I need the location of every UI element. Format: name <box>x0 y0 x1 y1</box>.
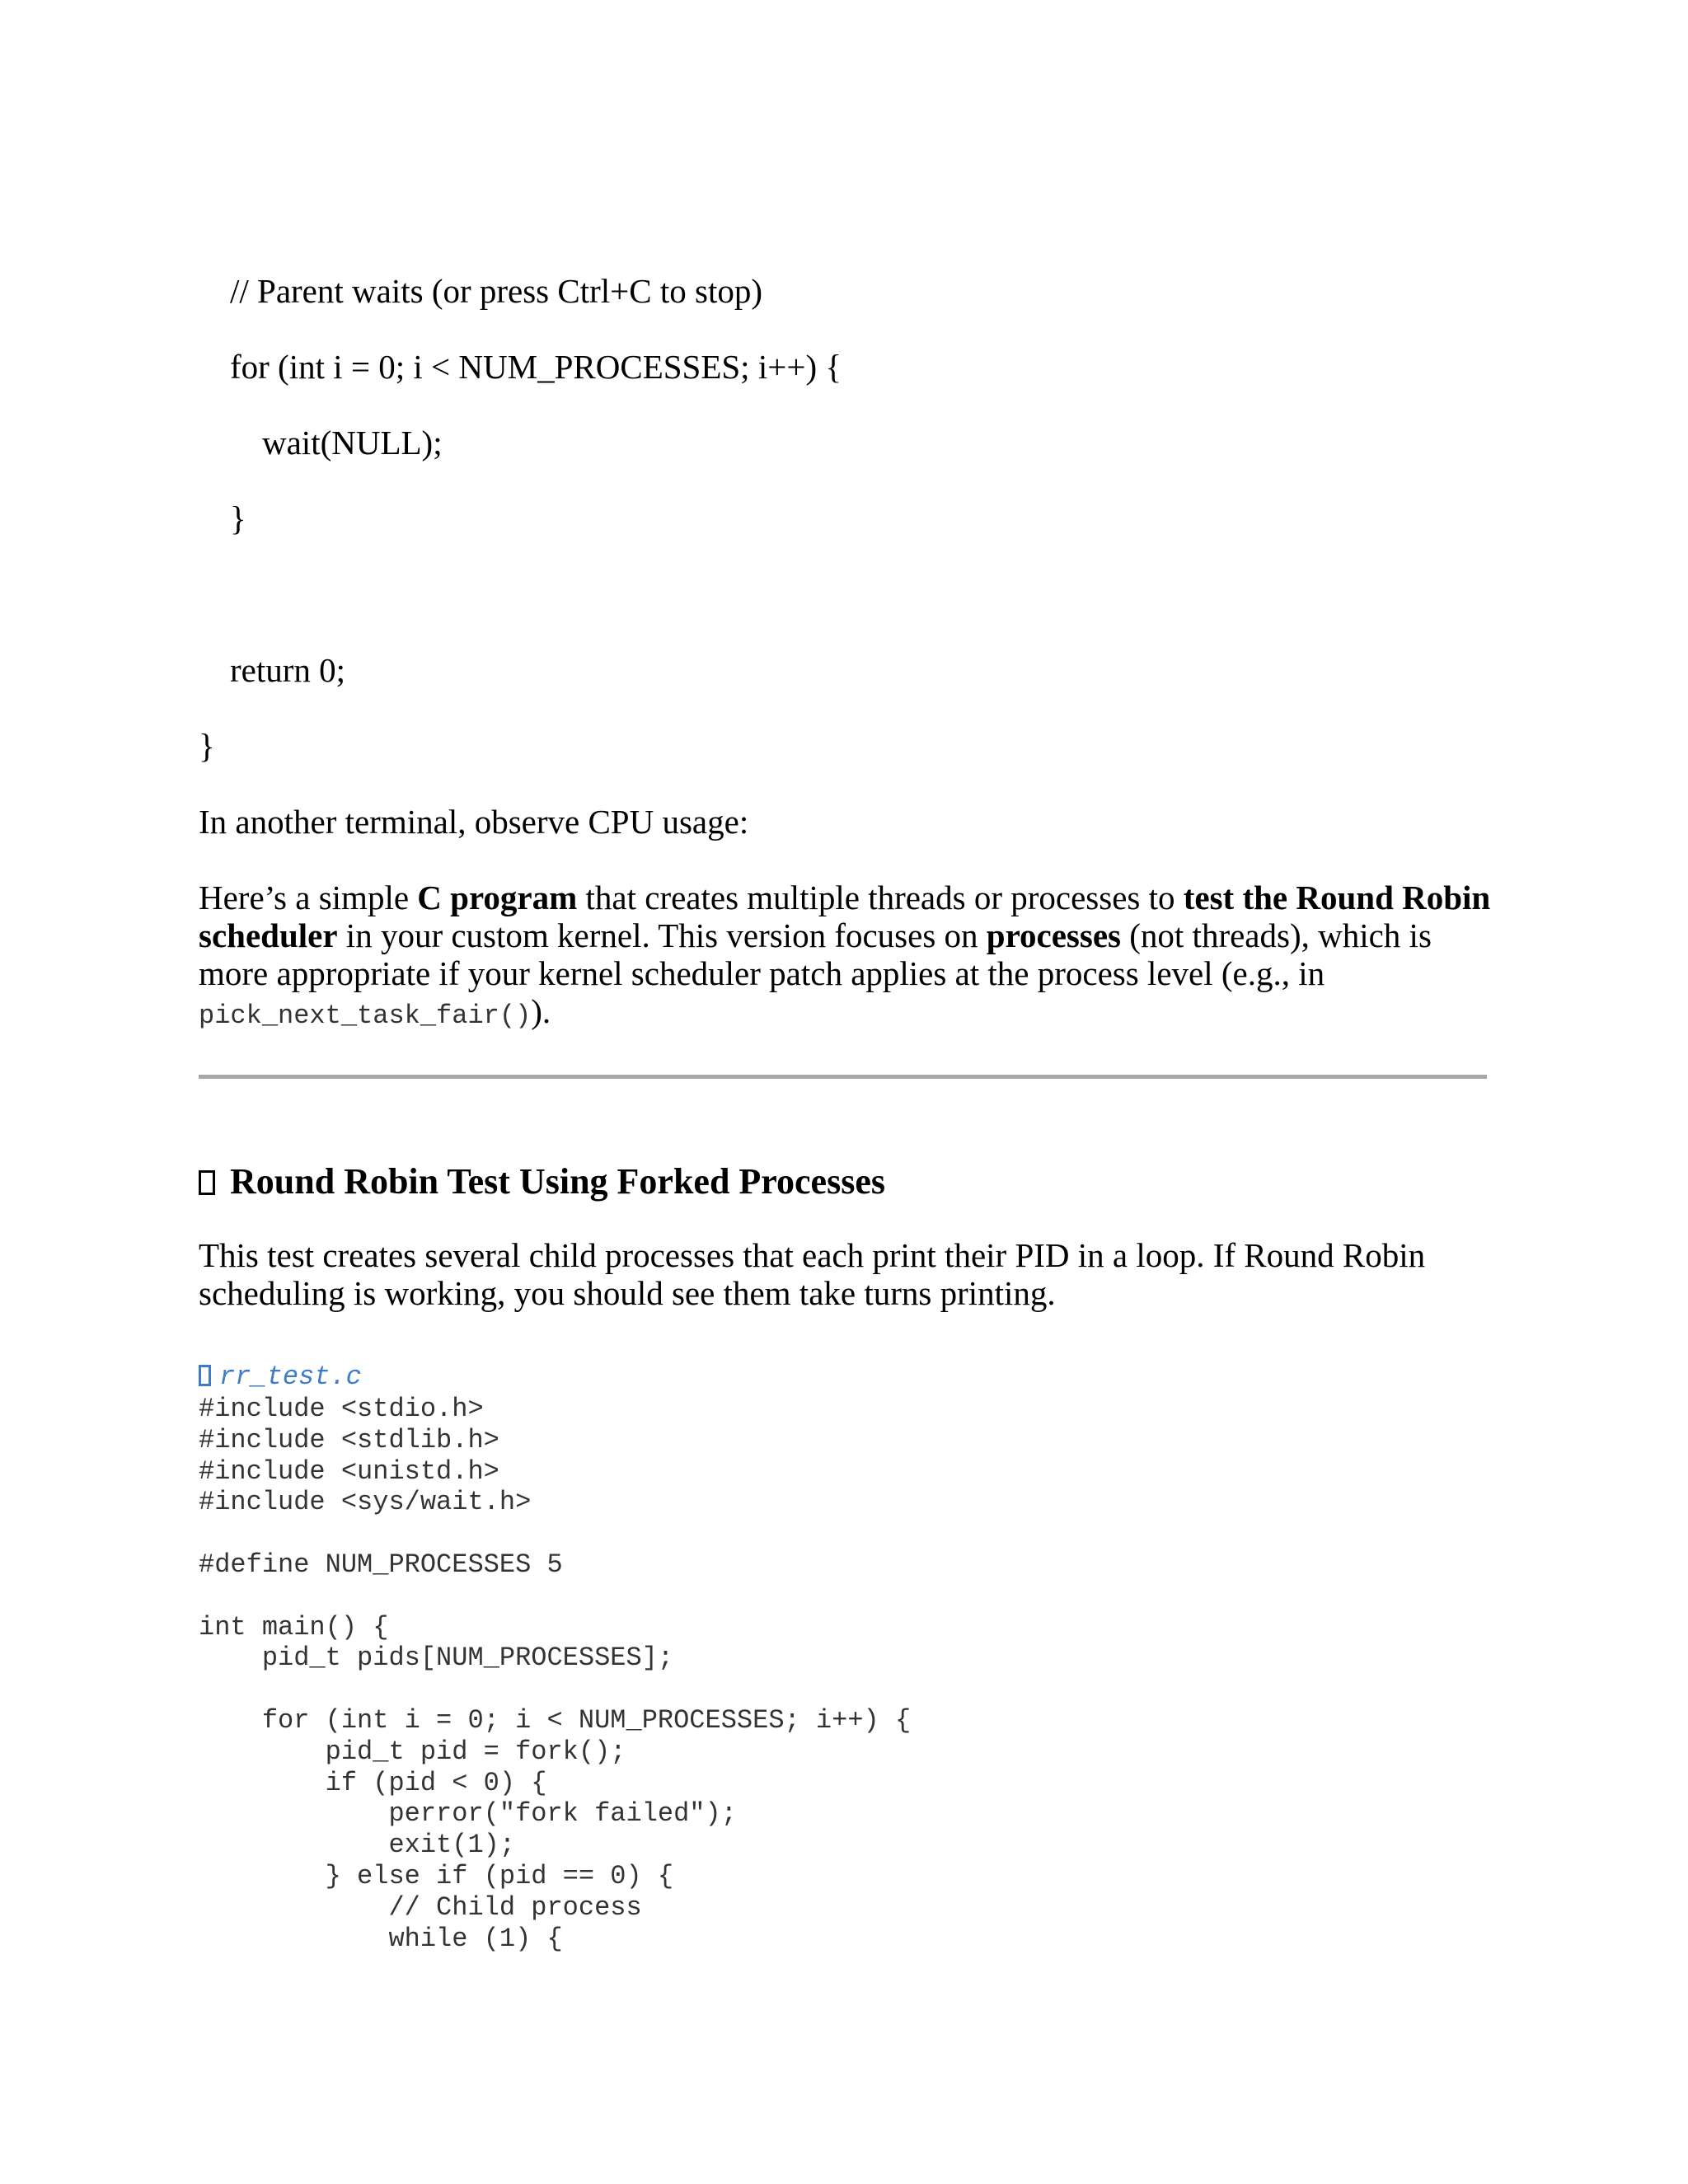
code-line <box>199 1581 911 1612</box>
code-close-brace-loop: } <box>230 499 246 537</box>
intro-text-3: in your custom kernel. This version focuses on <box>337 916 987 954</box>
code-line <box>199 1674 911 1705</box>
code-line: while (1) { <box>199 1923 563 1954</box>
code-line: // Child process <box>199 1891 642 1923</box>
intro-bold-processes: processes <box>986 916 1122 954</box>
intro-bold-c-program: C program <box>417 879 578 916</box>
code-line: #include <unistd.h> <box>199 1455 499 1487</box>
section-description: This test creates several child processes that each print their PID in a loop. If Round Robin scheduling is working, you should see them take turns printing. <box>199 1236 1426 1312</box>
code-line: pid_t pids[NUM_PROCESSES]; <box>199 1643 674 1674</box>
horizontal-rule <box>199 1075 1487 1079</box>
intro-paragraph <box>199 879 1501 1035</box>
code-for-loop: for (int i = 0; i < NUM_PROCESSES; i++) { <box>230 348 842 386</box>
code-block <box>199 1394 911 1954</box>
inline-code-pick-next-task: pick_next_task_fair() <box>199 1001 532 1031</box>
code-line: int main() { <box>199 1611 389 1643</box>
box-glyph-icon <box>199 1170 215 1195</box>
code-line: pid_t pid = fork(); <box>199 1736 626 1767</box>
code-line: #define NUM_PROCESSES 5 <box>199 1549 563 1580</box>
code-close-brace-main: } <box>199 727 215 765</box>
intro-bold-test-rr: test the Round Robin scheduler <box>199 879 1491 954</box>
code-line <box>199 1518 911 1549</box>
code-line: } else if (pid == 0) { <box>199 1860 674 1891</box>
file-box-icon <box>199 1365 211 1386</box>
code-line: exit(1); <box>199 1830 516 1861</box>
code-line: #include <stdio.h> <box>199 1394 484 1424</box>
code-line: if (pid < 0) { <box>199 1767 547 1798</box>
code-line: for (int i = 0; i < NUM_PROCESSES; i++) { <box>199 1704 912 1736</box>
section-heading-text: Round Robin Test Using Forked Processes <box>230 1161 885 1202</box>
observe-cpu-text: In another terminal, observe CPU usage: <box>199 803 749 841</box>
code-wait-call: wait(NULL); <box>262 424 443 462</box>
code-line: perror("fork failed"); <box>199 1798 737 1830</box>
intro-text-2: that creates multiple threads or processes to <box>577 879 1184 916</box>
code-comment-parent-waits: // Parent waits (or press Ctrl+C to stop) <box>230 272 763 310</box>
file-name: rr_test.c <box>219 1361 362 1392</box>
code-line: #include <stdlib.h> <box>199 1424 499 1455</box>
file-label <box>199 1361 362 1393</box>
intro-text-5: ). <box>531 992 551 1030</box>
code-return: return 0; <box>230 651 346 689</box>
code-line: #include <sys/wait.h> <box>199 1487 532 1518</box>
intro-text-4: (not threads), which is more appropriate if your kernel scheduler patch applies at the process level (e.g., in <box>199 916 1432 992</box>
section-heading <box>199 1160 885 1203</box>
intro-text-1: Here’s a simple <box>199 879 418 916</box>
